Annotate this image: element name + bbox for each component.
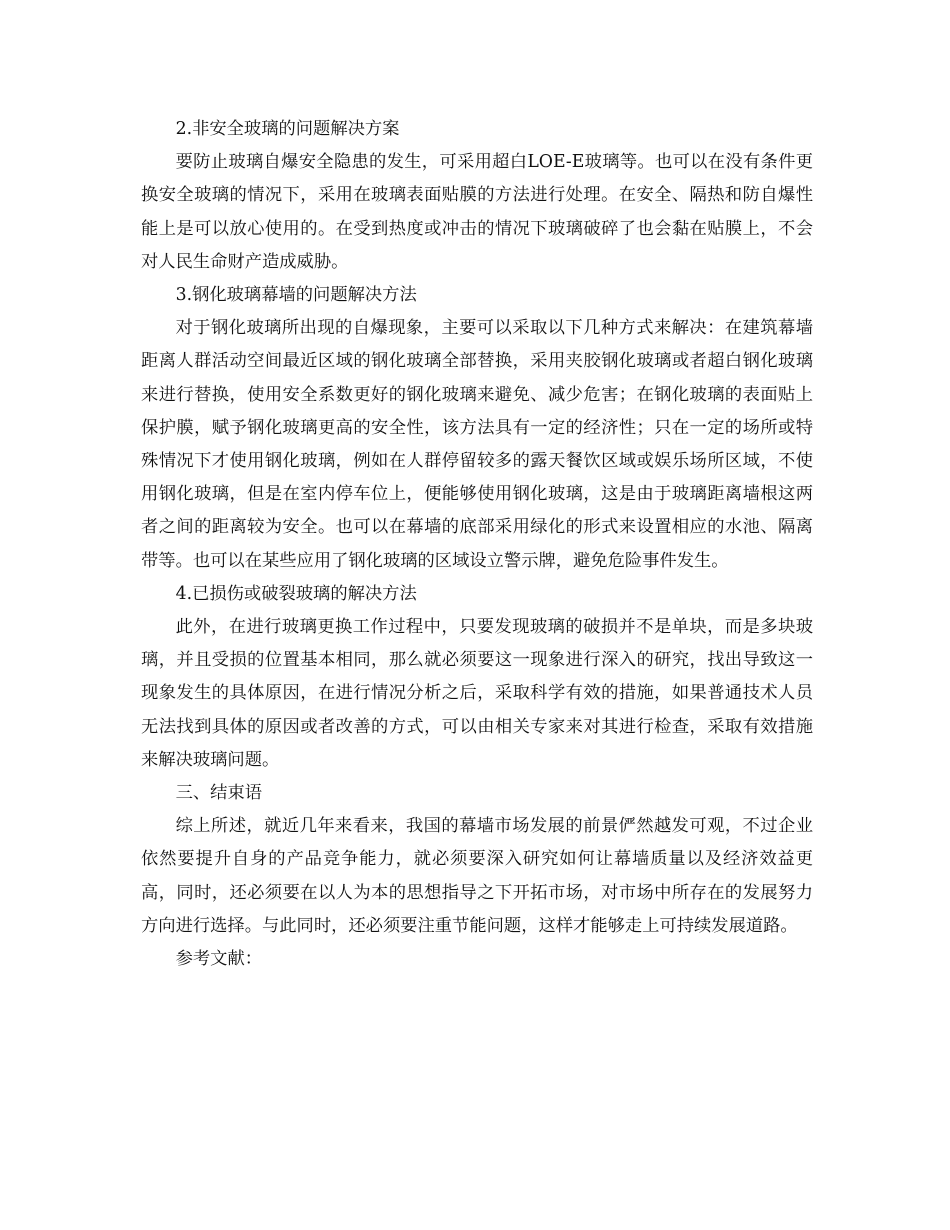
paragraph-damaged-glass-solution: 此外，在进行玻璃更换工作过程中，只要发现玻璃的破损并不是单块，而是多块玻璃，并且受损的位置基本相同，那么就必须要这一现象进行深入的研究，找出导致这一现象发生的具体原因，在进行情况分析之后，采取科学有效的措施，如果普通技术人员无法找到具体的原因或者改善的方式，可以由相关专家来对其进行检查，采取有效措施来解决玻璃问题。 bbox=[141, 617, 813, 770]
paragraph-tempered-glass-solution: 对于钢化玻璃所出现的自爆现象，主要可以采取以下几种方式来解决：在建筑幕墙距离人群活动空间最近区域的钢化玻璃全部替换，采用夹胶钢化玻璃或者超白钢化玻璃来进行替换，使用安全系数更好的钢化玻璃来避免、减少危害；在钢化玻璃的表面贴上保护膜，赋予钢化玻璃更高的安全性，该方法具有一定的经济性；只在一定的场所或特殊情况下才使用钢化玻璃，例如在人群停留较多的露天餐饮区域或娱乐场所区域，不使用钢化玻璃，但是在室内停车位上，便能够使用钢化玻璃，这是由于玻璃距离墙根这两者之间的距离较为安全。也可以在幕墙的底部采用绿化的形式来设置相应的水池、隔离带等。也可以在某些应用了钢化玻璃的区域设立警示牌，避免危险事件发生。 bbox=[141, 318, 813, 571]
section-heading-damaged-glass: 4.已损伤或破裂玻璃的解决方法 bbox=[175, 583, 417, 604]
paragraph-conclusion: 综上所述，就近几年来看来，我国的幕墙市场发展的前景俨然越发可观，不过企业依然要提升自身的产品竞争能力，就必须要深入研究如何让幕墙质量以及经济效益更高，同时，还必须要在以人为本的思想指导之下开拓市场，对市场中所存在的发展努力方向进行选择。与此同时，还必须要注重节能问题，这样才能够走上可持续发展道路。 bbox=[141, 816, 813, 936]
section-heading-non-safety-glass: 2.非安全玻璃的问题解决方案 bbox=[175, 119, 400, 139]
references-heading: 参考文献： bbox=[175, 949, 263, 970]
section-heading-tempered-glass-curtain-wall: 3.钢化玻璃幕墙的问题解决方法 bbox=[175, 285, 417, 306]
section-heading-conclusion: 三、结束语 bbox=[175, 783, 263, 804]
paragraph-non-safety-glass-solution: 要防止玻璃自爆安全隐患的发生，可采用超白LOE-E玻璃等。也可以在没有条件更换安全玻璃的情况下，采用在玻璃表面贴膜的方法进行处理。在安全、隔热和防自爆性能上是可以放心使用的。在受到热度或冲击的情况下玻璃破碎了也会黏在贴膜上，不会对人民生命财产造成威胁。 bbox=[141, 152, 813, 272]
document-body bbox=[141, 113, 813, 976]
